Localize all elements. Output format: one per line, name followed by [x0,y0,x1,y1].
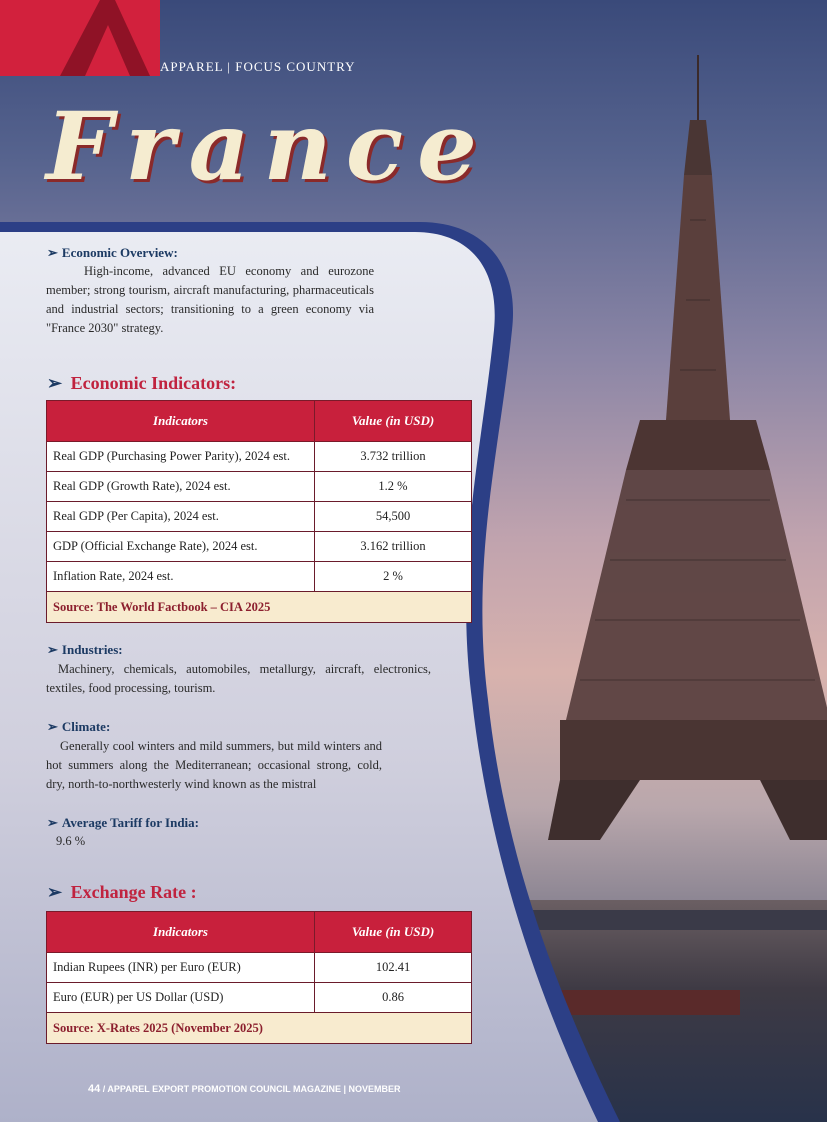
indicator-value: 2 % [315,562,472,592]
magazine-logo [0,0,160,80]
climate-text: Generally cool winters and mild summers, but mild winters and hot summers along the Mediterranean; occasional strong, cold, dry, north-to-northwesterly wind known as the mistral [46,739,382,791]
exchange-label: Euro (EUR) per US Dollar (USD) [47,983,315,1013]
table-source-row [47,592,472,623]
exchange-heading: ➢ Exchange Rate : [47,882,197,902]
indicator-label: Real GDP (Per Capita), 2024 est. [47,502,315,532]
indicators-table [46,400,472,623]
table-row [47,953,472,983]
arrow-icon: ➢ [47,882,63,902]
indicator-value: 3.162 trillion [315,532,472,562]
table-row [47,983,472,1013]
indicator-value: 1.2 % [315,472,472,502]
table-row [47,472,472,502]
indicator-value: 54,500 [315,502,472,532]
industries-text: Machinery, chemicals, automobiles, metallurgy, aircraft, electronics, textiles, food processing, tourism. [46,662,431,695]
table-header-row [47,912,472,953]
table-row [47,562,472,592]
column-header: Value (in USD) [315,401,472,442]
indicators-heading: ➢ Economic Indicators: [47,373,237,393]
indicator-label: Real GDP (Purchasing Power Parity), 2024 est. [47,442,315,472]
arrow-icon: ➢ [47,642,58,657]
table-row [47,502,472,532]
exchange-table [46,911,472,1044]
exchange-value: 102.41 [315,953,472,983]
exchange-value: 0.86 [315,983,472,1013]
overview-heading: ➢ Economic Overview: [47,245,178,260]
indicator-label: GDP (Official Exchange Rate), 2024 est. [47,532,315,562]
section-kicker: APPAREL | FOCUS COUNTRY [160,59,356,74]
arrow-icon: ➢ [47,373,63,393]
indicator-label: Real GDP (Growth Rate), 2024 est. [47,472,315,502]
overview-text: High-income, advanced EU economy and eurozone member; strong tourism, aircraft manufacturing, pharmaceuticals and industrial sectors; transitioning to a green economy via "France 2030" strategy. [46,264,374,335]
climate-heading: ➢ Climate: [47,719,111,734]
table-header-row [47,401,472,442]
indicator-label: Inflation Rate, 2024 est. [47,562,315,592]
column-header: Value (in USD) [315,912,472,953]
footer-text: / APPAREL EXPORT PROMOTION COUNCIL MAGAZINE | NOVEMBER [102,1084,401,1094]
tariff-heading: ➢ Average Tariff for India: [47,815,199,830]
page-number: 44 [88,1083,101,1095]
arrow-icon: ➢ [47,719,58,734]
table-row [47,442,472,472]
table-source: Source: The World Factbook – CIA 2025 [47,592,472,623]
indicator-value: 3.732 trillion [315,442,472,472]
industries-heading: ➢ Industries: [47,642,123,657]
table-source: Source: X-Rates 2025 (November 2025) [47,1013,472,1044]
page-title: France [46,92,491,202]
arrow-icon: ➢ [47,815,58,830]
arrow-icon: ➢ [47,245,58,260]
tariff-value: 9.6 % [56,834,86,848]
table-source-row [47,1013,472,1044]
exchange-label: Indian Rupees (INR) per Euro (EUR) [47,953,315,983]
column-header: Indicators [47,912,315,953]
page-footer [88,1083,400,1095]
table-row [47,532,472,562]
column-header: Indicators [47,401,315,442]
